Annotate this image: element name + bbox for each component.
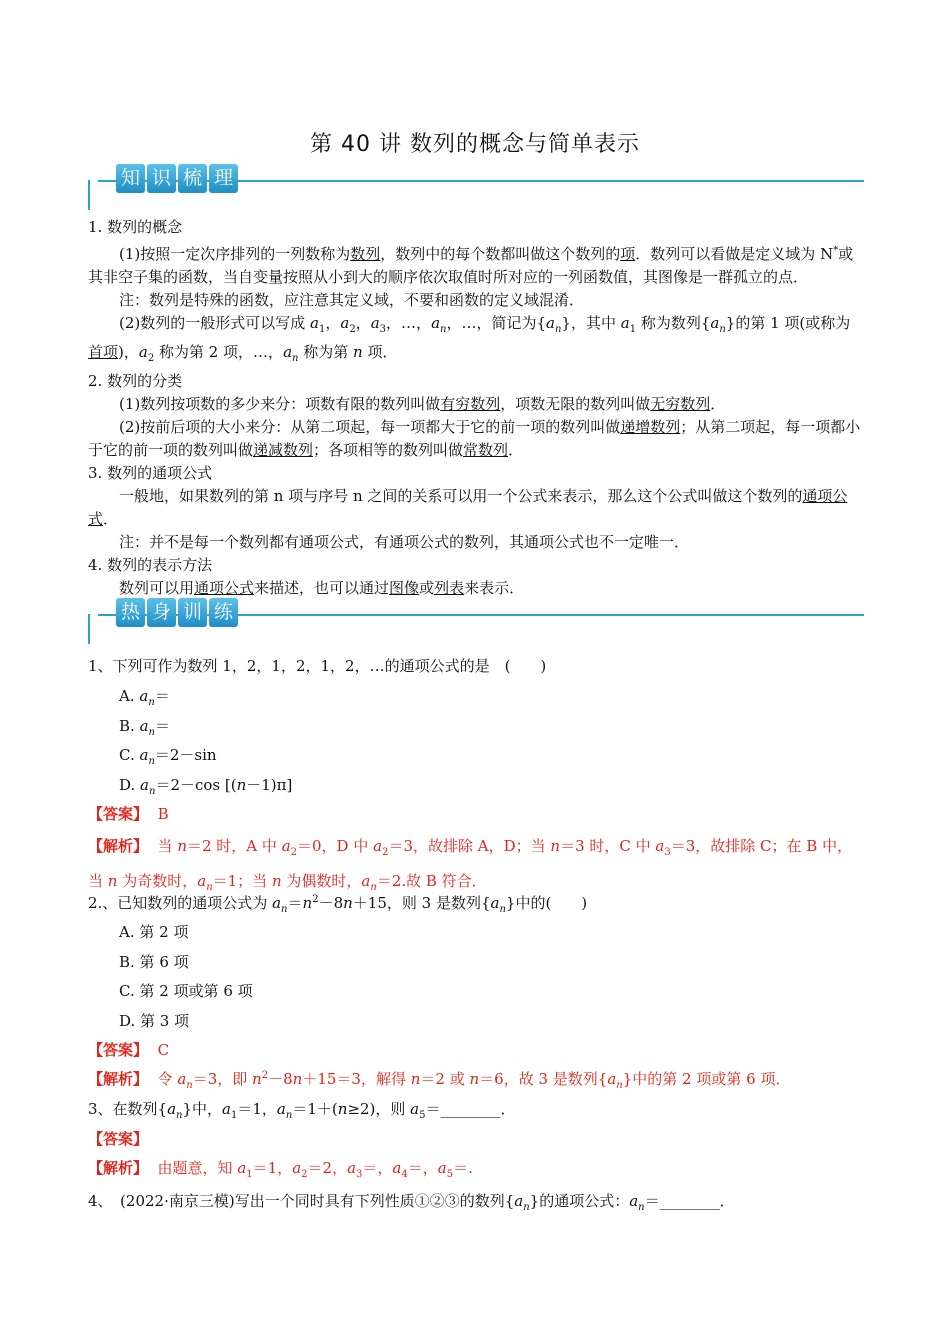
banner-char: 练	[209, 598, 238, 627]
heading-3: 3. 数列的通项公式	[88, 464, 213, 482]
analysis-2: 【解析】 令 $a_n=3$，即 $n^2-8n+15=3$，解得 n＝2 或 n＝6，故 3 是数列$\{a_n\}$中的第 2 项或第 6 项．	[88, 1070, 791, 1091]
page-title: 第 40 讲 数列的概念与简单表示	[310, 132, 640, 157]
note: 注：并不是每一个数列都有通项公式，有通项公式的数列，其通项公式也不一定唯一．	[119, 533, 690, 551]
option: A. 第 2 项	[119, 923, 189, 941]
banner-char: 识	[147, 164, 176, 193]
paragraph: (1)数列按项数的多少来分：项数有限的数列叫做有穷数列，项数无限的数列叫做无穷数列．	[119, 395, 726, 413]
question-4-stem: 4、 (2022·南京三模)写出一个同时具有下列性质①②③的数列$\{a_n\}$的通项公式：$a_n=\_\_\_\_\_\_\_\_$．	[88, 1192, 735, 1213]
option: A. $a_n=$	[119, 687, 170, 708]
banner-char: 训	[178, 598, 207, 627]
question-3-stem: 3、在数列$\{a_n\}$中，$a_1=1$，$a_n=1+(n\ge 2)$，则 $a_5=\_\_\_\_\_\_\_\_$．	[88, 1100, 516, 1121]
banner-char: 身	[147, 598, 176, 627]
option: D. 第 3 项	[119, 1012, 190, 1030]
answer-2: 【答案】 C	[88, 1041, 170, 1059]
option: C. $a_n=2-\sin$	[119, 746, 217, 767]
question-1-stem: 1、下列可作为数列 1，2，1，2，1，2，…的通项公式的是 ( )	[88, 657, 547, 675]
question-2-stem: 2.、已知数列的通项公式为 $a_n=n^2-8n+15$，则 3 是数列$\{a_n\}$中的( )	[88, 894, 588, 915]
answer-3: 【答案】	[88, 1130, 149, 1148]
paragraph: (1)按照一定次序排列的一列数称为数列，数列中的每个数都叫做这个数列的项．数列可以看做是定义域为 N*或其非空子集的函数，当自变量按照从小到大的顺序依次取值时所对应的一列函数值，其图像是一群孤立的点．	[88, 245, 854, 286]
section-banner-warmup	[88, 601, 864, 644]
heading-2: 2. 数列的分类	[88, 372, 183, 390]
section-banner-knowledge	[88, 167, 864, 210]
note: 注：数列是特殊的函数，应注意其定义域，不要和函数的定义域混淆．	[119, 291, 585, 309]
paragraph: (2)按前后项的大小来分：从第二项起，每一项都大于它的前一项的数列叫做递增数列；从第二项起，每一项都小于它的前一项的数列叫做递减数列；各项相等的数列叫做常数列．	[88, 418, 861, 459]
banner-char: 梳	[178, 164, 207, 193]
paragraph: 数列可以用通项公式来描述，也可以通过图像或列表来表示．	[119, 579, 525, 597]
analysis-1: 【解析】 当 n＝2 时，A 中 $a_2=0$，D 中 $a_2=3$，故排除 A，D；当 n＝3 时，C 中 $a_3=3$，故排除 C；在 B 中，当 n 为奇数时，$a_n=1$；当 n 为偶数时，$a_n=2$.故 B 符合．	[88, 837, 853, 893]
banner-char: 知	[116, 164, 145, 193]
heading-4: 4. 数列的表示方法	[88, 556, 213, 574]
option: B. $a_n=$	[119, 717, 170, 738]
answer-1: 【答案】 B	[88, 805, 169, 823]
banner-char: 热	[116, 598, 145, 627]
banner-char: 理	[209, 164, 238, 193]
knowledge-section	[88, 216, 864, 600]
analysis-3: 【解析】 由题意，知 $a_1=1$，$a_2=2$，$a_3=$，$a_4=$，$a_5=$.	[88, 1159, 473, 1180]
paragraph: (2)数列的一般形式可以写成 $a_1$，$a_2$，$a_3$，…，$a_n$，…，简记为$\{a_n\}$，其中 $a_1$ 称为数列$\{a_n\}$的第 1 项(或称为首项)，$a_2$ 称为第 2 项，…，$a_n$ 称为第 n 项．	[88, 314, 851, 364]
paragraph: 一般地，如果数列的第 n 项与序号 n 之间的关系可以用一个公式来表示，那么这个公式叫做这个数列的通项公式．	[88, 487, 848, 528]
heading-1: 1. 数列的概念	[88, 218, 183, 236]
option: B. 第 6 项	[119, 953, 189, 971]
option: D. $a_n=2-\cos$ [(n－1)π]	[119, 776, 293, 797]
option: C. 第 2 项或第 6 项	[119, 982, 253, 1000]
